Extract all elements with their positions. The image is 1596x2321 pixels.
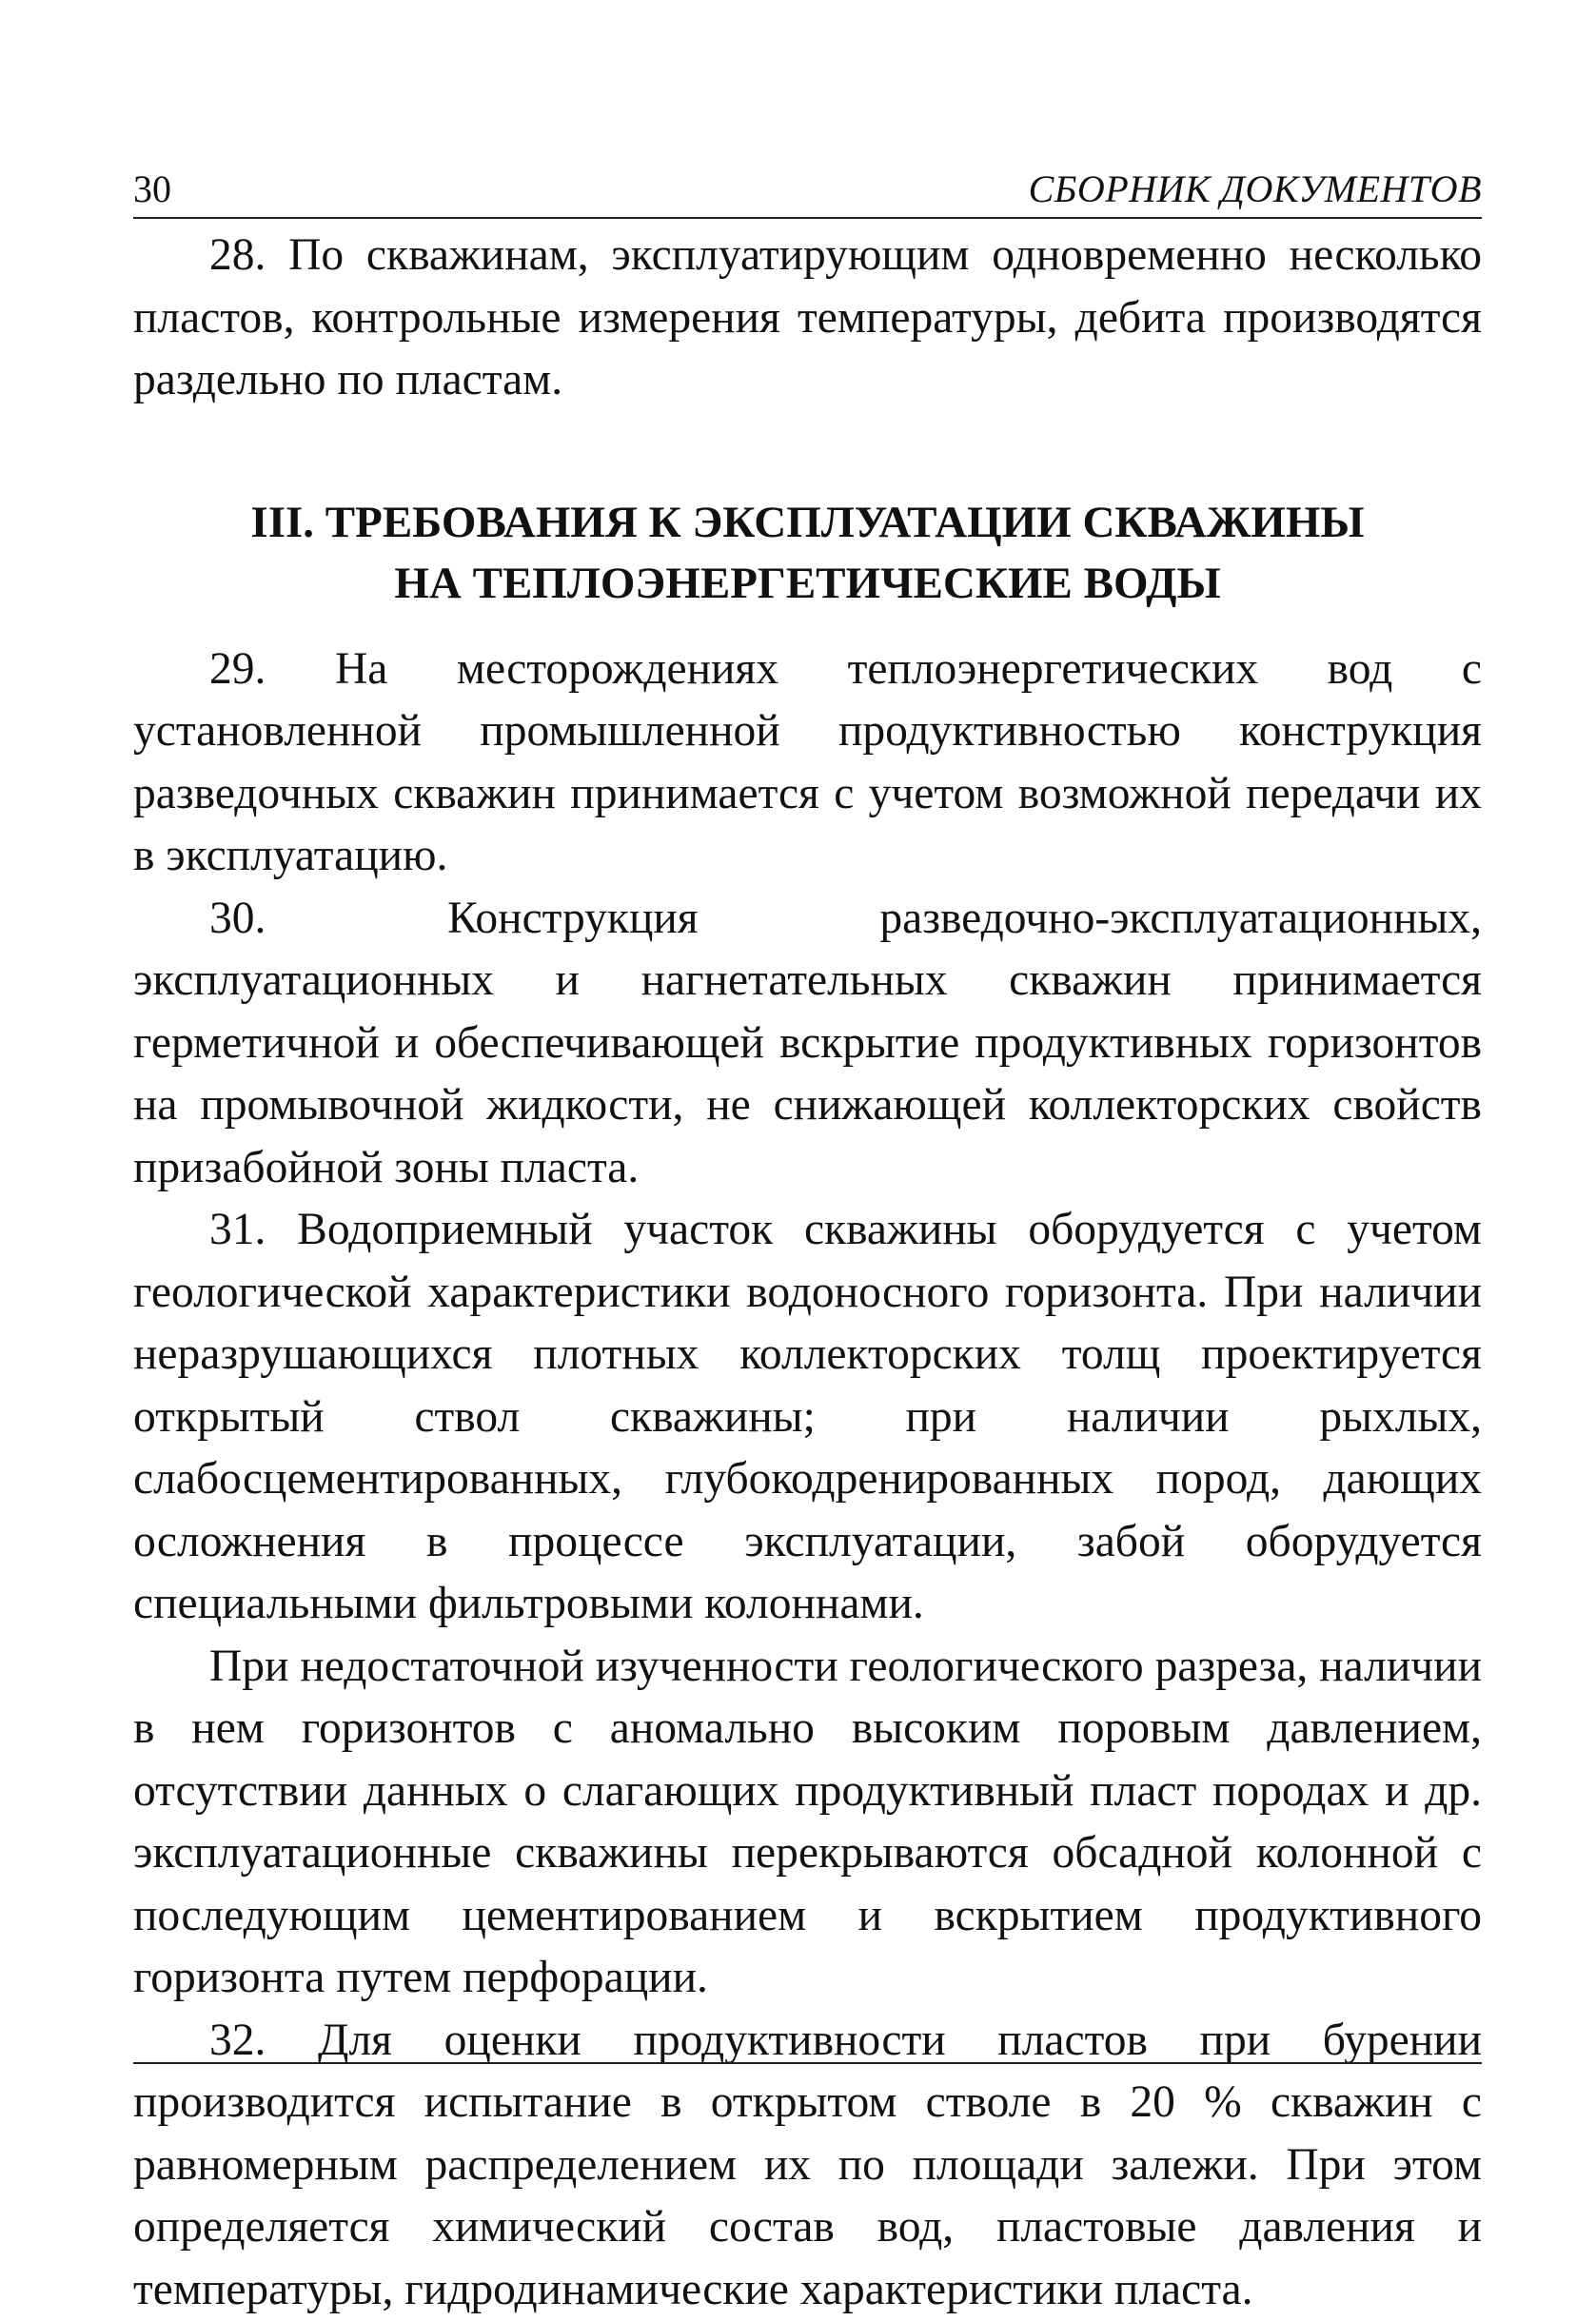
running-title: СБОРНИК ДОКУМЕНТОВ [1029,167,1482,211]
paragraph-28: 28. По скважинам, эксплуатирующим одновременно несколько пластов, контрольные измерения температуры, дебита производятся раздельно по пластам. [133,225,1482,412]
paragraph-29: 29. На месторождениях теплоэнергетических вод с установленной промышленной продуктивностью конструкция разведочных скважин принимается с учетом возможной передачи их в эксплуатацию. [133,639,1482,888]
page-number: 30 [133,167,171,211]
footer-rule [133,2062,1482,2064]
section-heading-line-1: III. ТРЕБОВАНИЯ К ЭКСПЛУАТАЦИИ СКВАЖИНЫ [133,492,1482,553]
section-heading-line-2: НА ТЕПЛОЭНЕРГЕТИЧЕСКИЕ ВОДЫ [133,553,1482,614]
running-header [133,162,1482,219]
paragraph-32: 32. Для оценки продуктивности пластов при бурении производится испытание в открытом стволе в 20 % скважин с равномерным распределением их по площади залежи. При этом определяется химический состав вод, пластовые давления и температуры, гидродинамические характеристики пласта. [133,2010,1482,2321]
document-page [133,162,1482,2321]
paragraph-31-continued: При недостаточной изученности геологического разреза, наличии в нем горизонтов с аномально высоким поровым давлением, отсутствии данных о слагающих продуктивный пласт породах и др. эксплуатационные скважины перекрываются обсадной колонной с последующим цементированием и вскрытием продуктивного горизонта путем перфорации. [133,1636,1482,2010]
section-heading [133,492,1482,614]
paragraph-31: 31. Водоприемный участок скважины оборудуется с учетом геологической характеристики водоносного горизонта. При наличии неразрушающихся плотных коллекторских толщ проектируется открытый ствол скважины; при наличии рыхлых, слабосцементированных, глубокодренированных пород, дающих осложнения в процессе эксплуатации, забой оборудуется специальными фильтровыми колоннами. [133,1199,1482,1636]
paragraph-30: 30. Конструкция разведочно-эксплуатационных, эксплуатационных и нагнетательных скважин принимается герметичной и обеспечивающей вскрытие продуктивных горизонтов на промывочной жидкости, не снижающей коллекторских свойств призабойной зоны пласта. [133,888,1482,1200]
